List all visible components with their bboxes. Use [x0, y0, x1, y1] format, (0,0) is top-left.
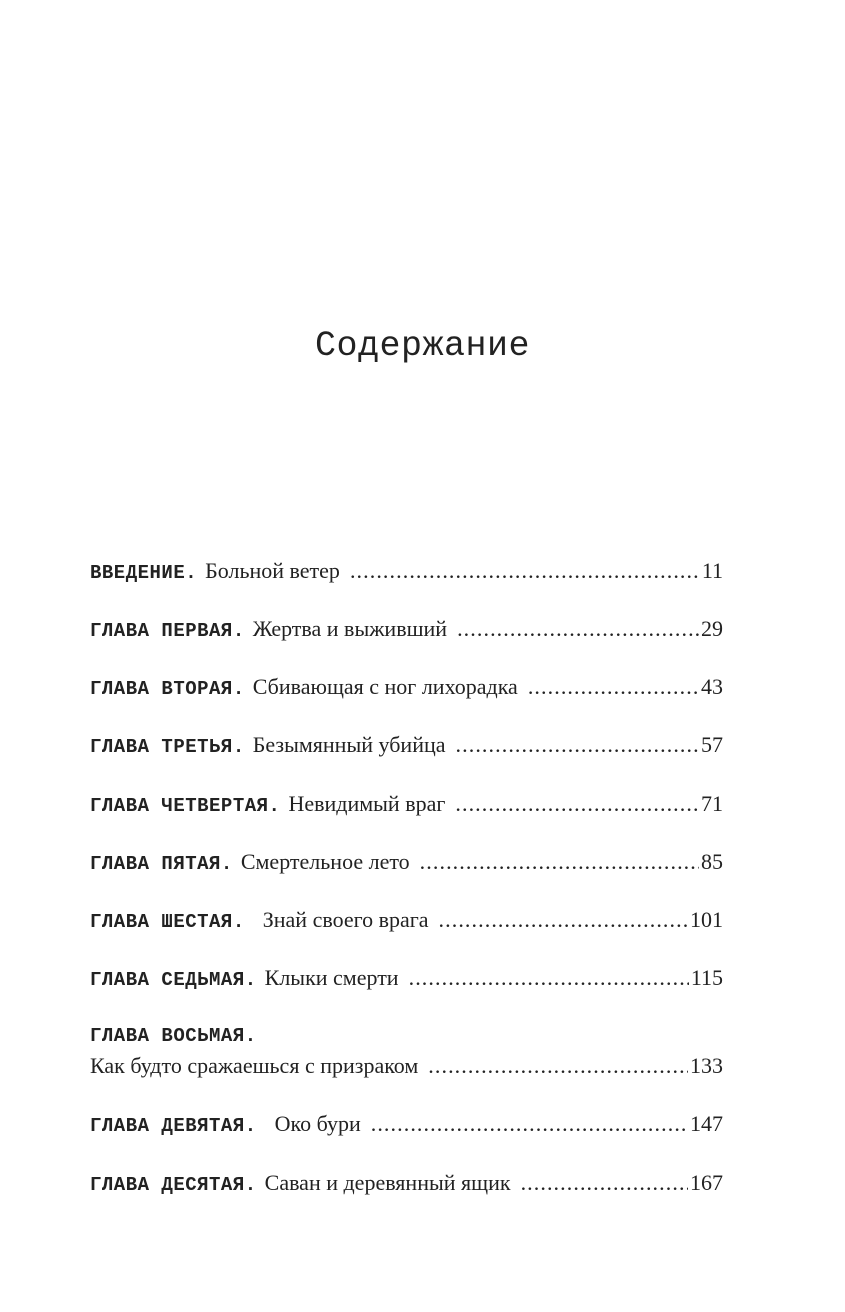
- chapter-title: Клыки смерти: [264, 965, 399, 990]
- page-number: 147: [690, 1111, 723, 1136]
- chapter-title: Смертельное лето: [240, 849, 410, 874]
- dot-leader: [456, 730, 699, 760]
- page-number: 85: [701, 849, 723, 874]
- dot-leader: [457, 614, 699, 644]
- page-number: 101: [690, 907, 723, 932]
- dot-leader: [350, 556, 700, 586]
- chapter-title: Как будто сражаешься с призраком: [90, 1053, 419, 1078]
- toc-entry-chapter-8[interactable]: [90, 1021, 723, 1081]
- dot-leader: [521, 1168, 688, 1198]
- chapter-title: Невидимый враг: [288, 791, 446, 816]
- toc-entry-chapter-10[interactable]: [90, 1168, 723, 1198]
- toc-entry-chapter-3[interactable]: [90, 730, 723, 760]
- chapter-label: ГЛАВА ШЕСТАЯ.: [90, 911, 245, 933]
- chapter-title: Безымянный убийца: [252, 732, 446, 757]
- toc-entry-chapter-6[interactable]: [90, 905, 723, 935]
- chapter-label: ГЛАВА ВОСЬМАЯ.: [90, 1025, 257, 1047]
- chapter-label: ГЛАВА ВТОРАЯ.: [90, 678, 245, 700]
- chapter-label: ГЛАВА СЕДЬМАЯ.: [90, 969, 257, 991]
- toc-entry-chapter-2[interactable]: [90, 672, 723, 702]
- page-number: 71: [701, 791, 723, 816]
- chapter-label: ГЛАВА ДЕВЯТАЯ.: [90, 1115, 257, 1137]
- toc-entry-introduction[interactable]: [90, 556, 723, 586]
- dot-leader: [371, 1109, 688, 1139]
- chapter-label: ГЛАВА ПЕРВАЯ.: [90, 620, 245, 642]
- dot-leader: [439, 905, 688, 935]
- dot-leader: [528, 672, 699, 702]
- chapter-label: ГЛАВА ЧЕТВЕРТАЯ.: [90, 795, 281, 817]
- dot-leader: [420, 847, 699, 877]
- page-number: 133: [690, 1053, 723, 1078]
- page-number: 11: [701, 558, 723, 583]
- page-number: 43: [701, 674, 723, 699]
- toc-entry-chapter-1[interactable]: [90, 614, 723, 644]
- chapter-label: ГЛАВА ПЯТАЯ.: [90, 853, 233, 875]
- page-number: 115: [690, 965, 723, 990]
- page-number: 29: [701, 616, 723, 641]
- toc-entry-chapter-7[interactable]: [90, 963, 723, 993]
- chapter-title: Саван и деревянный ящик: [264, 1170, 511, 1195]
- chapter-title: Знай своего врага: [262, 907, 429, 932]
- chapter-label: ГЛАВА ТРЕТЬЯ.: [90, 736, 245, 758]
- dot-leader: [455, 789, 699, 819]
- toc-entry-chapter-9[interactable]: [90, 1109, 723, 1139]
- dot-leader: [428, 1051, 688, 1081]
- chapter-label: ВВЕДЕНИЕ.: [90, 562, 198, 584]
- chapter-title: Око бури: [274, 1111, 361, 1136]
- chapter-title: Жертва и выживший: [252, 616, 448, 641]
- chapter-label: ГЛАВА ДЕСЯТАЯ.: [90, 1174, 257, 1196]
- toc-entry-chapter-4[interactable]: [90, 789, 723, 819]
- page-title: Содержание: [314, 326, 531, 366]
- page-number: 57: [701, 732, 723, 757]
- dot-leader: [409, 963, 689, 993]
- chapter-title: Больной ветер: [205, 558, 340, 583]
- chapter-title: Сбивающая с ног лихорадка: [252, 674, 518, 699]
- page-number: 167: [690, 1170, 723, 1195]
- toc-entry-chapter-5[interactable]: [90, 847, 723, 877]
